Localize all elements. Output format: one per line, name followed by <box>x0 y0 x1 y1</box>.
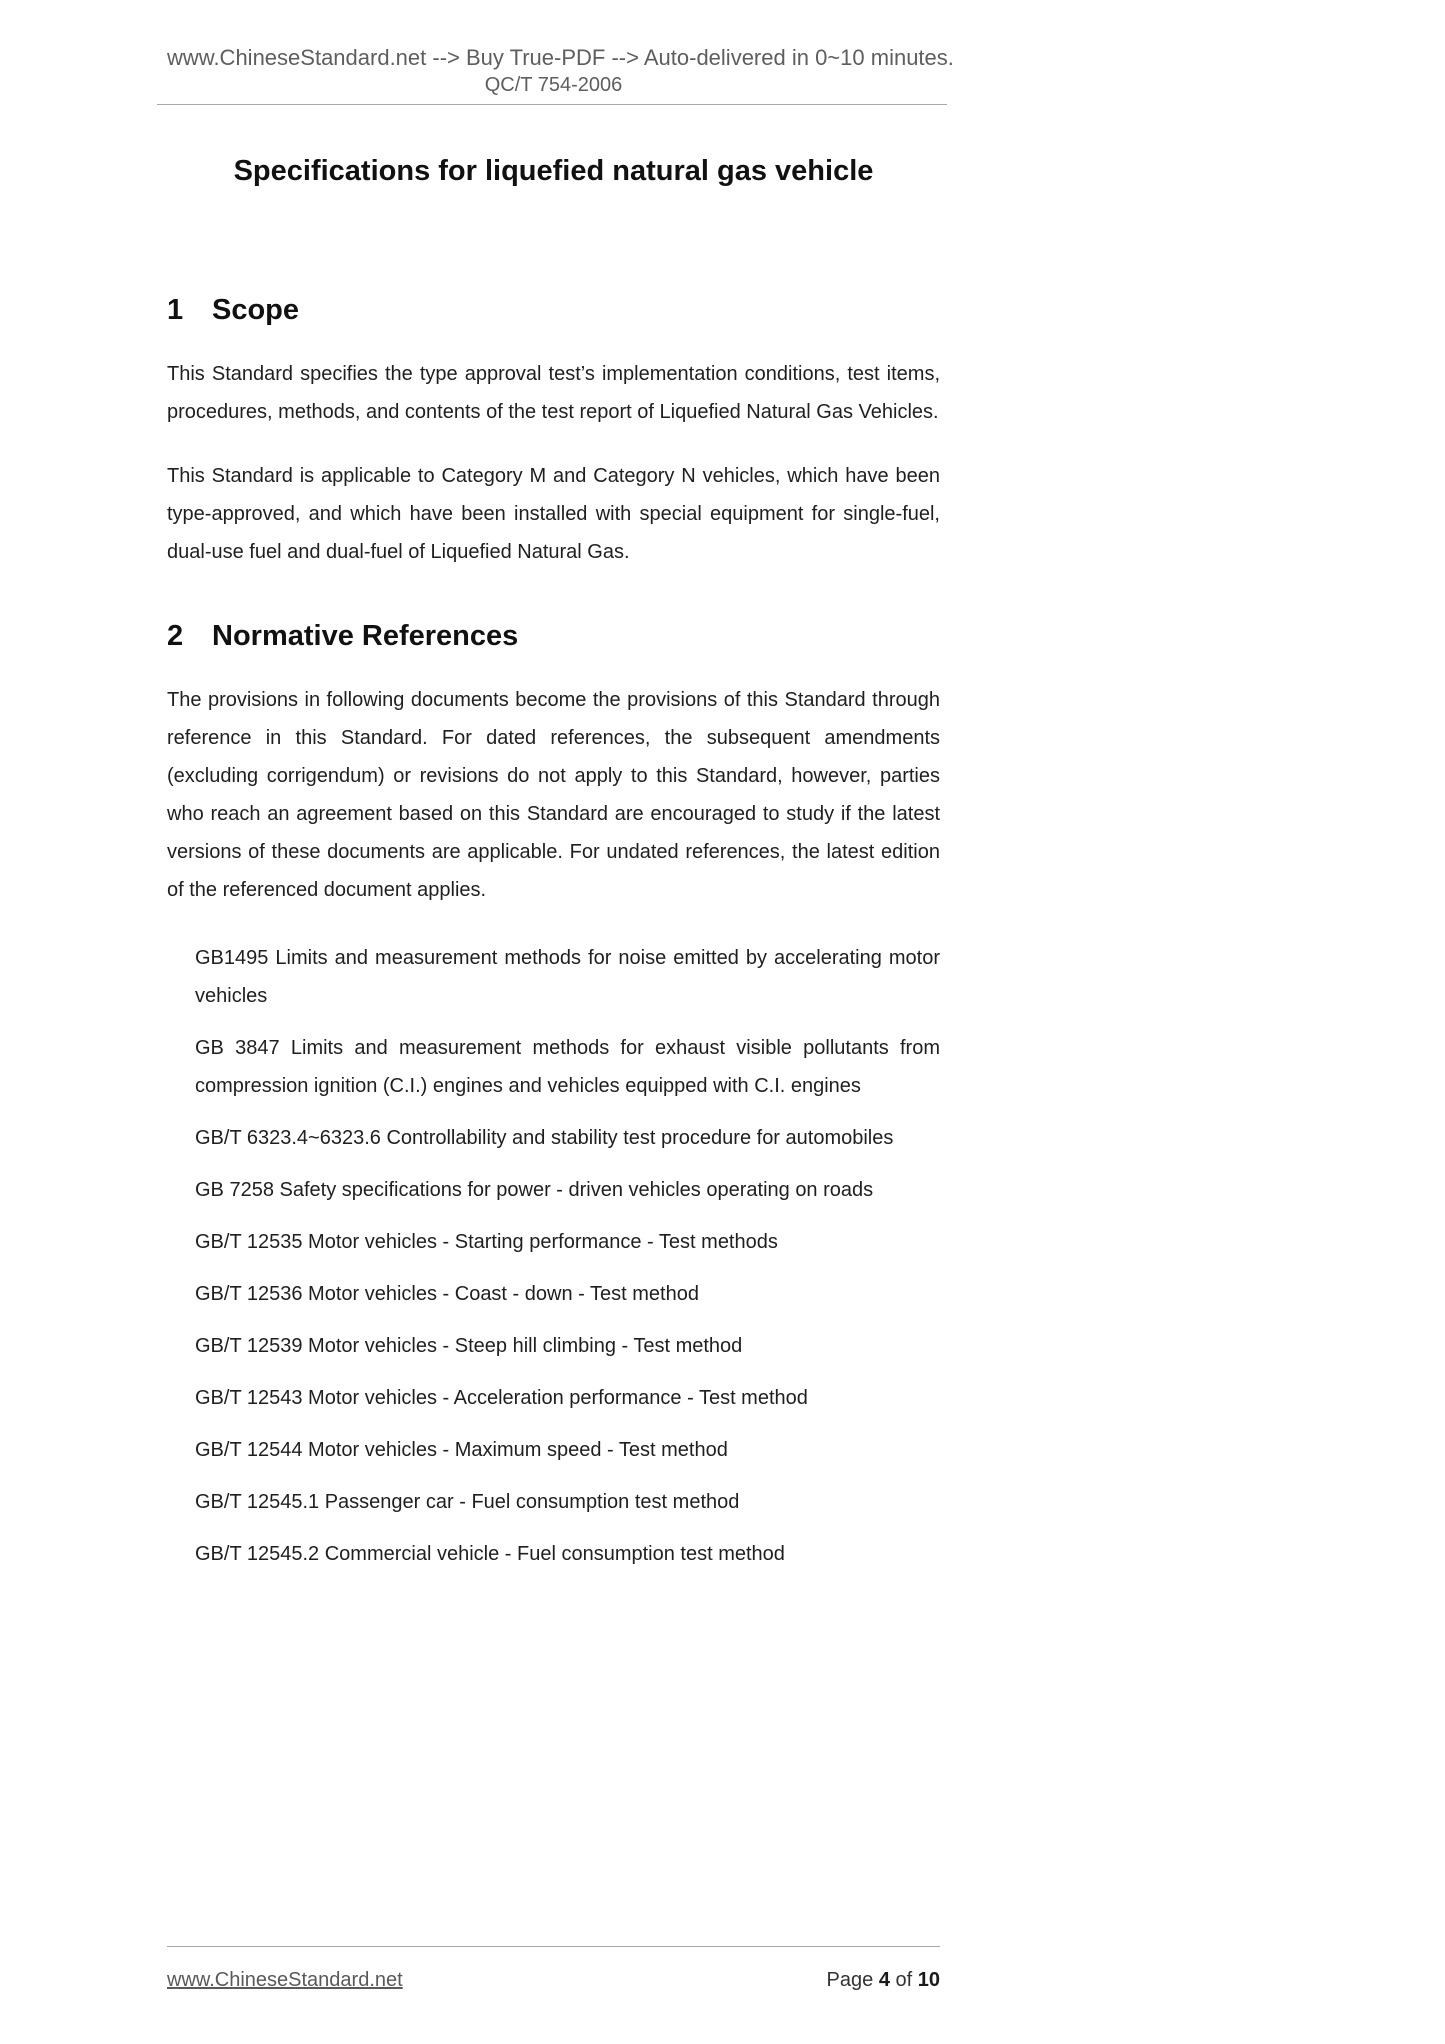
paragraph: This Standard is applicable to Category M and Category N vehicles, which have been type-approved, and which have been installed with special equipment for single-fuel, dual-use fuel and dual-fuel of Liquefied Natural Gas. <box>167 465 940 563</box>
footer-rule <box>167 1946 940 1947</box>
reference-item: GB/T 12544 Motor vehicles - Maximum speed - Test method <box>195 1439 728 1461</box>
page-footer <box>167 1946 940 1992</box>
reference-item: GB/T 12539 Motor vehicles - Steep hill climbing - Test method <box>195 1335 743 1357</box>
document-title: Specifications for liquefied natural gas vehicle <box>233 155 874 187</box>
page-number-indicator <box>827 1969 940 1992</box>
section-heading-scope <box>167 291 940 329</box>
reference-item: GB1495 Limits and measurement methods for noise emitted by accelerating motor vehicles <box>195 947 940 1007</box>
reference-item: GB 3847 Limits and measurement methods for exhaust visible pollutants from compression ignition (C.I.) engines and vehicles equipped with C.I. engines <box>195 1037 940 1097</box>
section-number: 2 <box>167 620 184 652</box>
reference-item: GB/T 12545.2 Commercial vehicle - Fuel consumption test method <box>195 1543 785 1565</box>
doc-code: QC/T 754-2006 <box>484 74 623 96</box>
reference-item: GB/T 12543 Motor vehicles - Acceleration performance - Test method <box>195 1387 808 1409</box>
paragraph: The provisions in following documents become the provisions of this Standard through reference in this Standard. For dated references, the subsequent amendments (excluding corrigendum) or revisions do not apply to this Standard, however, parties who reach an agreement based on this Standard are encouraged to study if the latest versions of these documents are applicable. For undated references, the latest edition of the referenced document applies. <box>167 689 940 901</box>
section-number: 1 <box>167 294 184 326</box>
header-tagline: www.ChineseStandard.net --> Buy True-PDF --> Auto-delivered in 0~10 minutes. <box>167 45 954 70</box>
reference-item: GB/T 12535 Motor vehicles - Starting performance - Test methods <box>195 1231 778 1253</box>
page-total: 10 <box>917 1969 940 1991</box>
page-current: 4 <box>878 1969 890 1991</box>
reference-item: GB/T 12545.1 Passenger car - Fuel consumption test method <box>195 1491 740 1513</box>
reference-item: GB/T 6323.4~6323.6 Controllability and stability test procedure for automobiles <box>195 1127 894 1149</box>
reference-item: GB 7258 Safety specifications for power - driven vehicles operating on roads <box>195 1179 874 1201</box>
section-heading-label: Scope <box>212 294 300 326</box>
reference-item: GB/T 12536 Motor vehicles - Coast - down - Test method <box>195 1283 699 1305</box>
section-heading-label: Normative References <box>212 620 519 652</box>
footer-site-link[interactable]: www.ChineseStandard.net <box>167 1969 403 1991</box>
of-word: of <box>895 1969 913 1991</box>
page-word: Page <box>826 1969 874 1991</box>
paragraph: This Standard specifies the type approval test’s implementation conditions, test items, procedures, methods, and contents of the test report of Liquefied Natural Gas Vehicles. <box>167 363 940 423</box>
header-rule <box>157 104 947 105</box>
section-heading-normative-references <box>167 617 940 655</box>
page-header <box>167 0 954 105</box>
page-content <box>167 0 954 1573</box>
